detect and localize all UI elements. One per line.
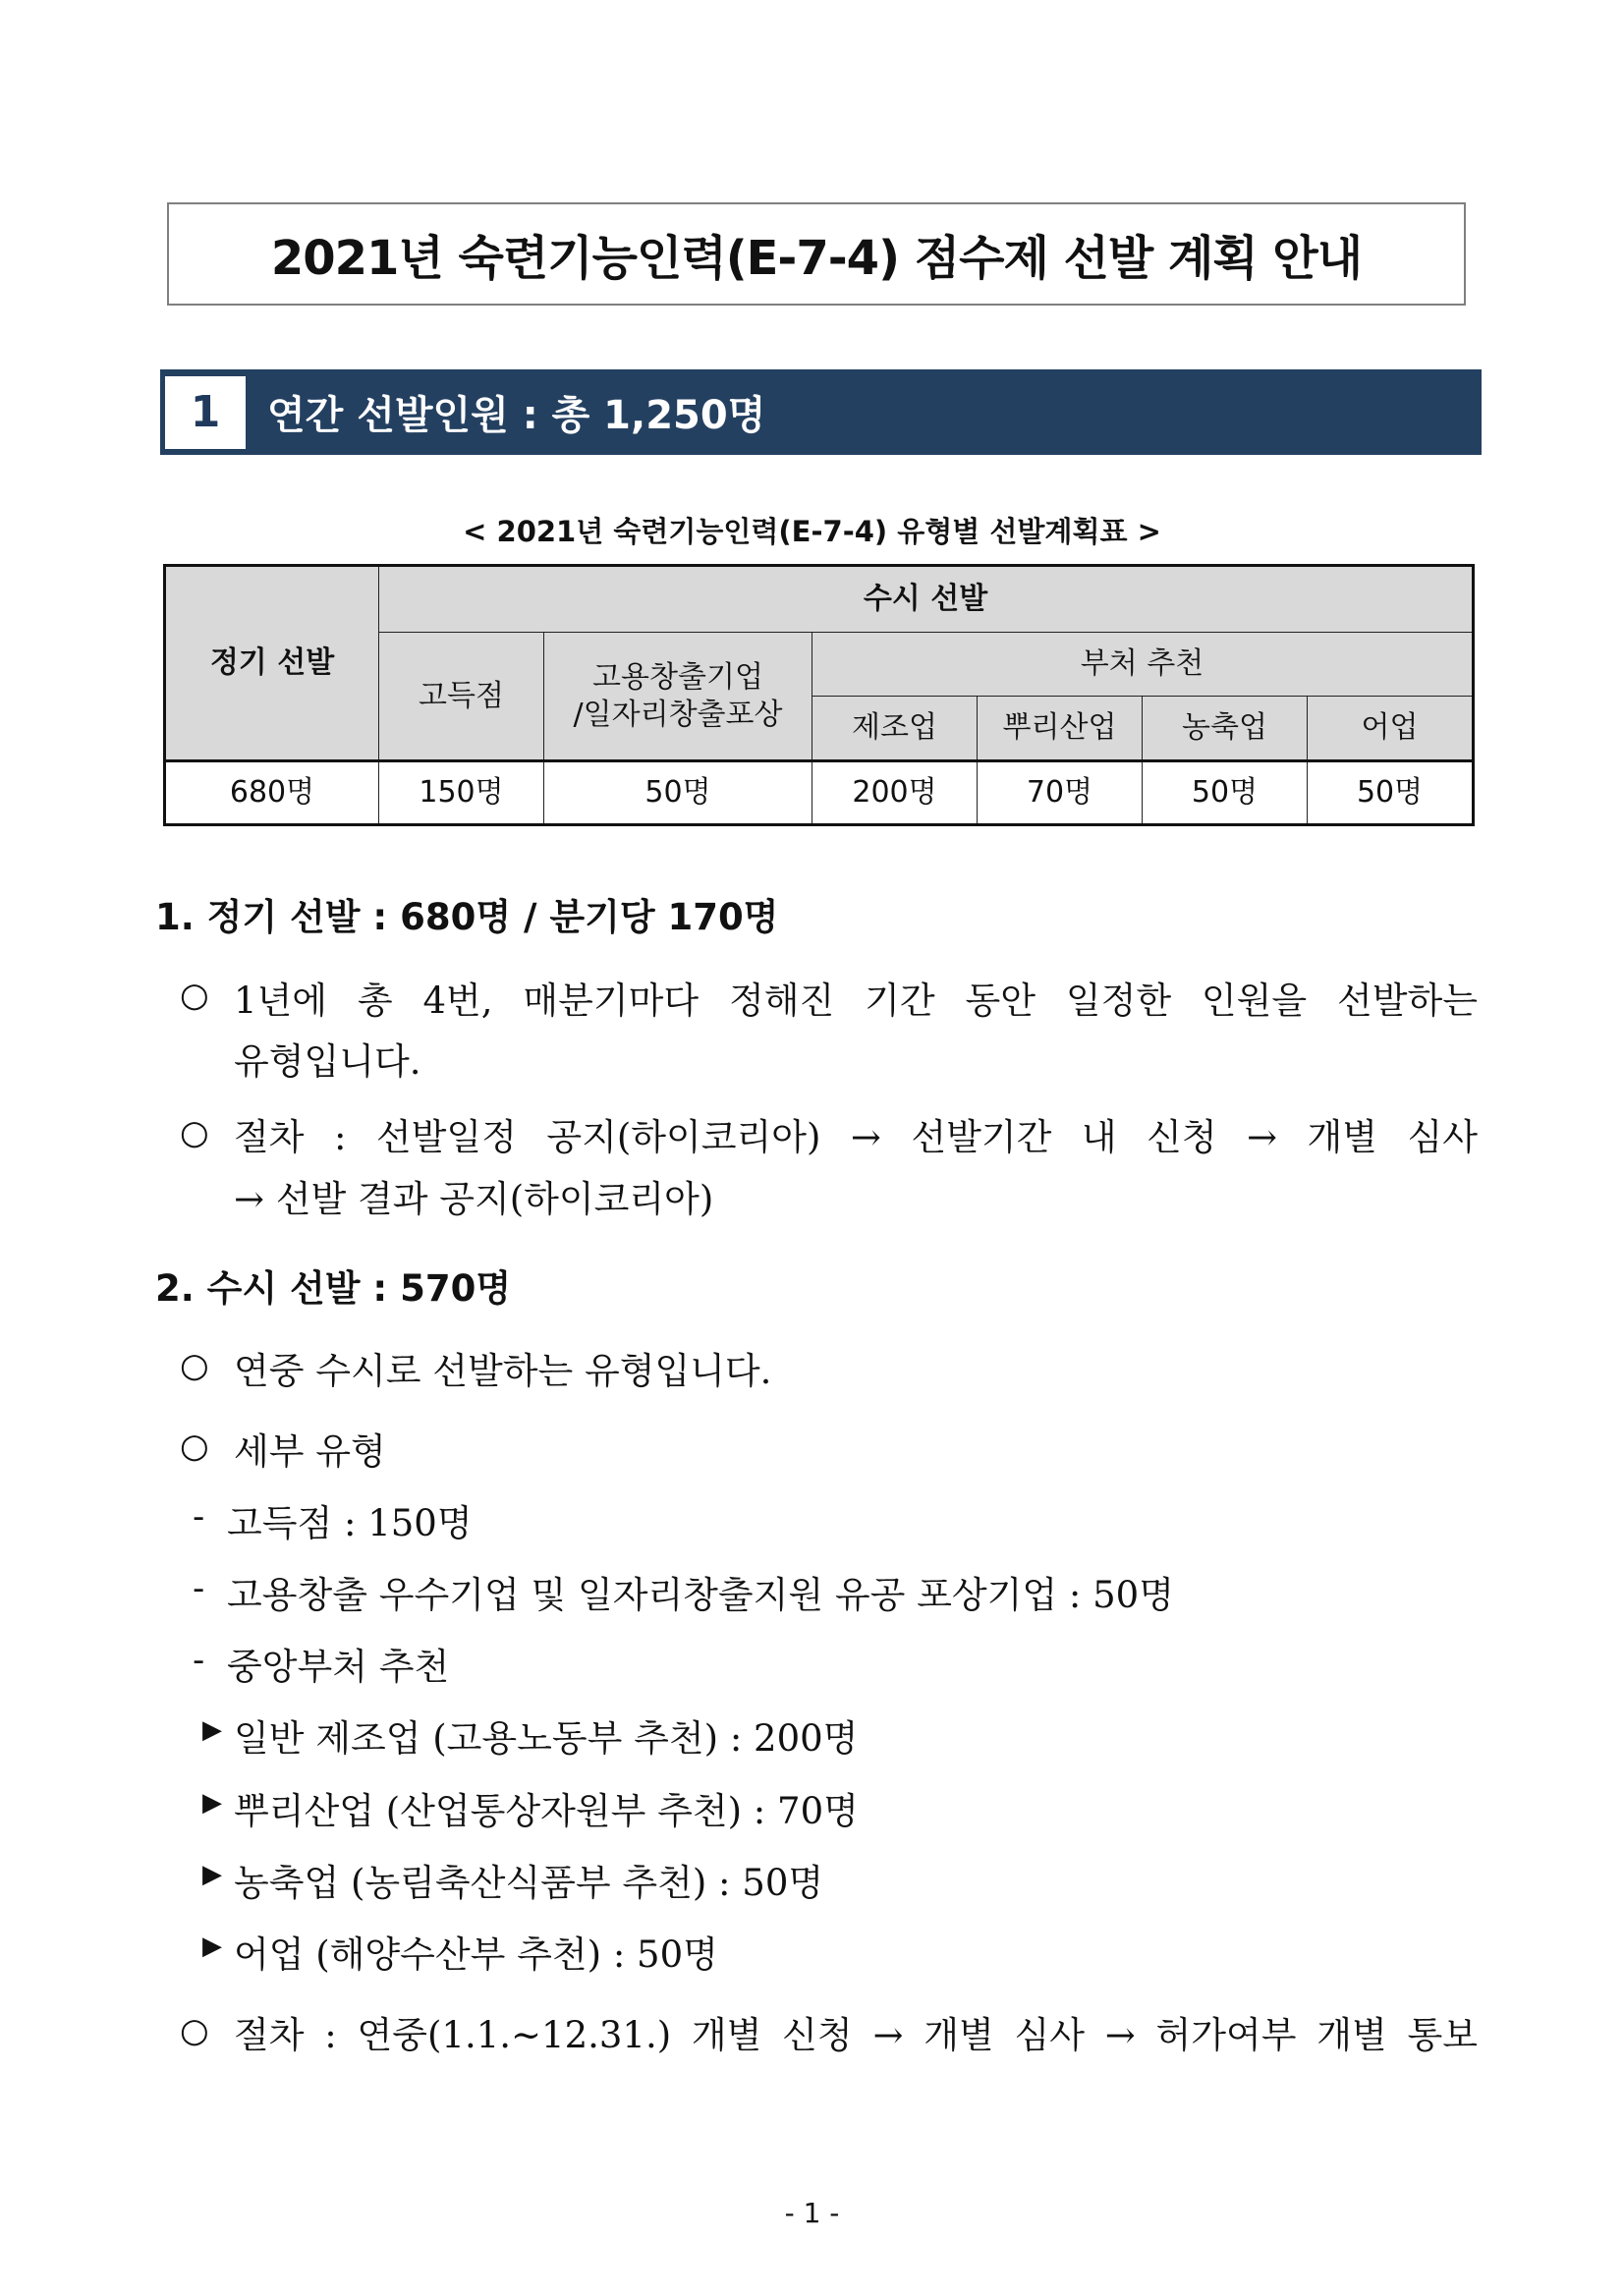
dash-bullet-icon: - [193, 1497, 205, 1537]
table-cell: 50명 [544, 761, 812, 825]
page-number: - 1 - [784, 2197, 840, 2229]
sub-fishery: 어업 (해양수산부 추천) : 50명 [234, 1933, 718, 1976]
table-caption: < 2021년 숙련기능인력(E-7-4) 유형별 선발계획표 > [463, 515, 1161, 548]
table-cell: 50명 [1308, 761, 1474, 825]
detail-types-label: 세부 유형 [234, 1430, 386, 1473]
triangle-bullet-icon: ▶ [202, 1715, 222, 1745]
type-ministry-recommendation: 중앙부처 추천 [227, 1646, 450, 1688]
section-header [160, 369, 1482, 455]
page-title: 2021년 숙련기능인력(E-7-4) 점수제 선발 계획 안내 [270, 231, 1363, 286]
header-root-industry: 뿌리산업 [978, 697, 1143, 761]
triangle-bullet-icon: ▶ [202, 1860, 222, 1889]
header-ministry: 부처 추천 [812, 633, 1474, 697]
table-cell: 150명 [379, 761, 544, 825]
regular-desc-line2: 유형입니다. [234, 1040, 421, 1083]
section-heading: 연간 선발인원 : 총 1,250명 [267, 393, 766, 438]
header-agriculture: 농축업 [1143, 697, 1308, 761]
dash-bullet-icon: - [193, 1569, 205, 1608]
circle-bullet-icon: ○ [180, 1346, 209, 1385]
circle-bullet-icon: ○ [180, 2011, 209, 2050]
header-job-creation-line1: 고용창출기업 [592, 660, 763, 695]
header-high-score: 고득점 [379, 633, 544, 761]
circle-bullet-icon: ○ [180, 976, 209, 1015]
header-job-creation-line2: /일자리창출포상 [573, 697, 783, 732]
type-job-creation: 고용창출 우수기업 및 일자리창출지원 유공 포상기업 : 50명 [227, 1574, 1174, 1616]
header-job-creation [544, 633, 812, 761]
circle-bullet-icon: ○ [180, 1113, 209, 1152]
occasional-procedure: 절차 : 연중(1.1.~12.31.) 개별 신청 → 개별 심사 → 허가여부 개별 통보 [234, 2014, 1478, 2056]
selection-plan-table [163, 564, 1475, 826]
table-cell: 70명 [978, 761, 1143, 825]
header-manufacturing: 제조업 [812, 697, 978, 761]
occasional-selection-heading: 2. 수시 선발 : 570명 [155, 1267, 512, 1310]
circle-bullet-icon: ○ [180, 1427, 209, 1466]
table-cell: 200명 [812, 761, 978, 825]
regular-procedure-line2: → 선발 결과 공지(하이코리아) [234, 1178, 714, 1220]
header-occasional: 수시 선발 [379, 566, 1474, 633]
header-fishery: 어업 [1308, 697, 1474, 761]
regular-selection-heading: 1. 정기 선발 : 680명 / 분기당 170명 [155, 896, 779, 938]
section-number: 1 [165, 376, 246, 449]
regular-desc-line1: 1년에 총 4번, 매분기마다 정해진 기간 동안 일정한 인원을 선발하는 [234, 980, 1478, 1022]
table-cell: 680명 [165, 761, 379, 825]
dash-bullet-icon: - [193, 1641, 205, 1680]
sub-agriculture: 농축업 (농림축산식품부 추천) : 50명 [234, 1862, 824, 1904]
triangle-bullet-icon: ▶ [202, 1932, 222, 1961]
triangle-bullet-icon: ▶ [202, 1788, 222, 1818]
type-high-score: 고득점 : 150명 [227, 1502, 473, 1544]
title-box [167, 202, 1466, 306]
regular-procedure-line1: 절차 : 선발일정 공지(하이코리아) → 선발기간 내 신청 → 개별 심사 [234, 1116, 1478, 1158]
sub-manufacturing: 일반 제조업 (고용노동부 추천) : 200명 [234, 1717, 859, 1760]
occasional-desc: 연중 수시로 선발하는 유형입니다. [234, 1350, 772, 1392]
sub-root-industry: 뿌리산업 (산업통상자원부 추천) : 70명 [234, 1790, 859, 1832]
header-regular: 정기 선발 [165, 566, 379, 761]
table-cell: 50명 [1143, 761, 1308, 825]
